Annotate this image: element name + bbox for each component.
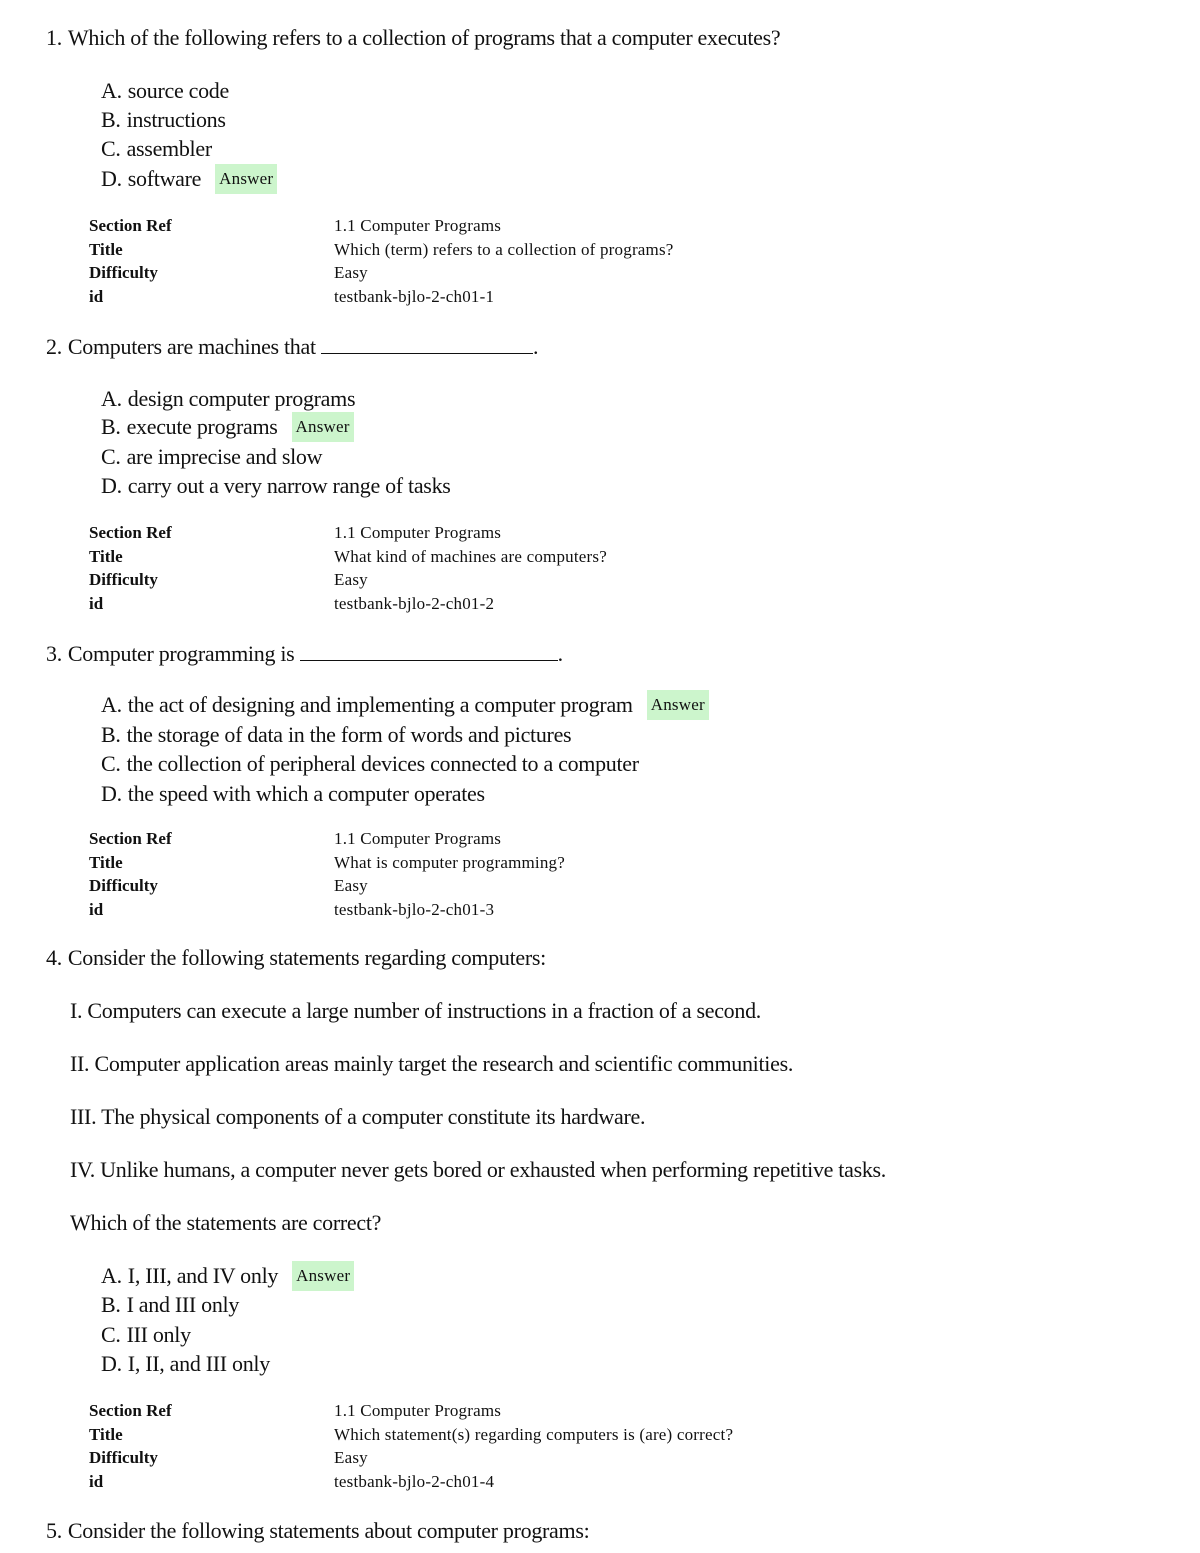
meta-row-difficulty <box>89 1446 733 1470</box>
question-4-stem <box>46 945 546 971</box>
meta-row-difficulty <box>89 568 607 592</box>
meta-key: Title <box>89 239 123 259</box>
question-4-option-b <box>101 1292 239 1318</box>
question-5-stem <box>46 1518 589 1544</box>
meta-key: Difficulty <box>89 1448 158 1468</box>
option-text: the collection of peripheral devices connected to a computer <box>126 751 639 776</box>
meta-value: testbank-bjlo-2-ch01-1 <box>334 287 495 307</box>
option-letter: D. <box>101 781 122 806</box>
option-letter: B. <box>101 722 121 747</box>
meta-value: Easy <box>334 570 368 590</box>
meta-key: Title <box>89 852 123 872</box>
meta-key: id <box>89 1472 104 1492</box>
meta-row-id <box>89 898 565 922</box>
question-1-option-a <box>101 78 229 104</box>
option-text: the storage of data in the form of words and pictures <box>126 722 572 747</box>
question-3-option-c <box>101 751 639 777</box>
option-letter: D. <box>101 166 122 192</box>
question-3-option-b <box>101 722 571 748</box>
question-3-stem <box>46 640 563 667</box>
option-text: assembler <box>126 136 212 161</box>
option-letter: A. <box>101 386 122 411</box>
question-1-option-c <box>101 136 212 162</box>
meta-key: Difficulty <box>89 263 158 283</box>
option-text: I and III only <box>126 1292 240 1317</box>
question-text: Consider the following statements about computer programs: <box>67 1518 590 1543</box>
option-letter: A. <box>101 1263 122 1289</box>
fill-in-blank <box>321 333 533 354</box>
meta-row-id <box>89 592 607 616</box>
meta-row-difficulty <box>89 874 565 898</box>
option-letter: C. <box>101 751 121 776</box>
option-text: I, III, and IV only <box>127 1263 279 1289</box>
statements-prompt: Which of the statements are correct? <box>70 1210 382 1235</box>
question-3-option-d <box>101 781 485 807</box>
option-text: software <box>127 166 202 192</box>
meta-key: id <box>89 594 104 614</box>
question-2-option-a <box>101 386 355 412</box>
question-number: 1. <box>46 25 62 50</box>
option-letter: C. <box>101 136 121 161</box>
meta-row-section-ref <box>89 521 607 545</box>
meta-row-title <box>89 545 607 569</box>
option-text: carry out a very narrow range of tasks <box>127 473 451 498</box>
meta-value: Easy <box>334 1448 368 1468</box>
meta-value: Easy <box>334 876 368 896</box>
question-1-stem <box>46 25 780 51</box>
question-2-metadata <box>89 521 607 616</box>
meta-key: Section Ref <box>89 1401 172 1420</box>
meta-row-section-ref <box>89 827 565 851</box>
option-letter: B. <box>101 107 121 132</box>
answer-badge: Answer <box>215 164 277 194</box>
question-text: Computer programming is <box>67 641 295 666</box>
option-letter: C. <box>101 444 121 469</box>
meta-key: Difficulty <box>89 570 158 590</box>
meta-row-section-ref <box>89 214 674 238</box>
option-letter: D. <box>101 1351 122 1376</box>
meta-value: 1.1 Computer Programs <box>334 523 502 542</box>
question-2-stem <box>46 333 538 360</box>
option-text: are imprecise and slow <box>126 444 323 469</box>
question-number: 2. <box>46 334 62 359</box>
option-letter: D. <box>101 473 122 498</box>
fill-in-blank <box>300 640 558 661</box>
question-number: 4. <box>46 945 62 970</box>
meta-value: 1.1 Computer Programs <box>334 1401 502 1420</box>
answer-badge: Answer <box>292 412 354 442</box>
meta-row-title <box>89 851 565 875</box>
question-3-option-a <box>101 692 709 722</box>
meta-value: Which (term) refers to a collection of programs? <box>334 239 674 259</box>
statement-ii: II. Computer application areas mainly target the research and scientific communities. <box>70 1051 794 1076</box>
question-3-metadata <box>89 827 565 922</box>
option-text: I, II, and III only <box>127 1351 270 1376</box>
option-letter: B. <box>101 414 121 440</box>
meta-key: Difficulty <box>89 876 158 896</box>
question-4-option-c <box>101 1322 191 1348</box>
meta-key: id <box>89 287 104 307</box>
option-text: III only <box>126 1322 191 1347</box>
meta-value: 1.1 Computer Programs <box>334 829 502 848</box>
question-text: Which of the following refers to a collection of programs that a computer executes? <box>67 25 781 50</box>
stem-period: . <box>533 334 539 359</box>
option-text: source code <box>127 78 229 103</box>
meta-value: testbank-bjlo-2-ch01-2 <box>334 594 495 614</box>
meta-row-id <box>89 285 674 309</box>
stem-period: . <box>557 641 563 666</box>
question-2-option-d <box>101 473 451 499</box>
answer-badge: Answer <box>292 1261 354 1291</box>
meta-key: id <box>89 900 104 920</box>
statement-iii: III. The physical components of a computer constitute its hardware. <box>70 1104 646 1129</box>
option-text: the speed with which a computer operates <box>127 781 485 806</box>
option-text: the act of designing and implementing a computer program <box>127 692 633 718</box>
question-1-option-b <box>101 107 226 133</box>
question-2-option-c <box>101 444 322 470</box>
meta-key: Section Ref <box>89 829 172 848</box>
meta-value: testbank-bjlo-2-ch01-4 <box>334 1472 495 1492</box>
meta-row-title <box>89 238 674 262</box>
option-text: execute programs <box>126 414 278 440</box>
meta-row-section-ref <box>89 1399 733 1423</box>
meta-value: testbank-bjlo-2-ch01-3 <box>334 900 495 920</box>
question-text: Computers are machines that <box>67 334 316 359</box>
meta-key: Section Ref <box>89 523 172 542</box>
meta-value: Which statement(s) regarding computers is (are) correct? <box>334 1424 734 1444</box>
question-1-metadata <box>89 214 674 309</box>
question-4-option-d <box>101 1351 270 1377</box>
meta-value: What kind of machines are computers? <box>334 546 607 566</box>
question-4-option-a <box>101 1263 354 1293</box>
meta-row-difficulty <box>89 261 674 285</box>
meta-key: Title <box>89 546 123 566</box>
question-number: 3. <box>46 641 62 666</box>
statement-iv: IV. Unlike humans, a computer never gets bored or exhausted when performing repetitive tasks. <box>70 1157 887 1182</box>
question-1-option-d <box>101 166 277 196</box>
option-text: design computer programs <box>127 386 356 411</box>
answer-badge: Answer <box>647 690 709 720</box>
option-text: instructions <box>126 107 226 132</box>
meta-row-title <box>89 1423 733 1447</box>
option-letter: C. <box>101 1322 121 1347</box>
question-text: Consider the following statements regarding computers: <box>67 945 546 970</box>
meta-value: 1.1 Computer Programs <box>334 216 502 235</box>
statement-i: I. Computers can execute a large number of instructions in a fraction of a second. <box>70 998 761 1023</box>
meta-row-id <box>89 1470 733 1494</box>
option-letter: B. <box>101 1292 121 1317</box>
option-letter: A. <box>101 692 122 718</box>
question-4-metadata <box>89 1399 733 1494</box>
meta-key: Title <box>89 1424 123 1444</box>
meta-value: Easy <box>334 263 368 283</box>
meta-key: Section Ref <box>89 216 172 235</box>
meta-value: What is computer programming? <box>334 852 565 872</box>
question-2-option-b <box>101 414 354 444</box>
question-number: 5. <box>46 1518 62 1543</box>
option-letter: A. <box>101 78 122 103</box>
